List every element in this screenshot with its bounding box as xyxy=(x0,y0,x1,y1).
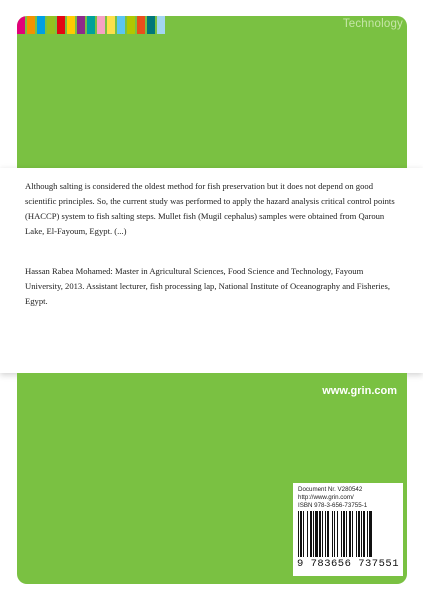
barcode-bar xyxy=(313,511,314,557)
barcode-bar xyxy=(327,511,329,557)
barcode-bar xyxy=(303,511,304,557)
isbn-info xyxy=(298,486,367,510)
barcode-bar xyxy=(349,511,351,557)
barcode-digits: 9 783656 737551 xyxy=(296,558,399,570)
barcode-image xyxy=(298,511,398,557)
barcode-bar xyxy=(337,511,338,557)
cover-top-band xyxy=(17,16,407,168)
color-stripe xyxy=(87,16,95,34)
color-stripe xyxy=(17,16,25,34)
isbn-number: ISBN 978-3-656-73755-1 xyxy=(298,502,368,509)
color-stripe xyxy=(27,16,35,34)
author-bio: Hassan Rabea Mohamed: Master in Agricultural Sciences, Food Science and Technology, Fayoum University, 2013. Assistant lecturer, fish processing lap, National Institute of Oceanography and Fisheries, Egypt. xyxy=(25,266,390,306)
document-number: Document Nr. V280542 xyxy=(298,486,363,493)
barcode-bar xyxy=(356,511,357,557)
color-stripe xyxy=(67,16,75,34)
color-stripe xyxy=(47,16,55,34)
barcode-bar xyxy=(369,511,372,557)
color-stripe xyxy=(137,16,145,34)
isbn-block xyxy=(293,483,403,576)
publisher-site: www.grin.com xyxy=(322,385,397,397)
barcode-bar xyxy=(332,511,333,557)
barcode-bar xyxy=(298,511,299,557)
barcode-bar xyxy=(363,511,365,557)
color-stripe xyxy=(117,16,125,34)
barcode-bar xyxy=(334,511,335,557)
barcode-bar xyxy=(352,511,353,557)
barcode-bar xyxy=(319,511,321,557)
color-stripe xyxy=(77,16,85,34)
barcode-bar xyxy=(322,511,323,557)
barcode-bar xyxy=(343,511,345,557)
color-stripe-row xyxy=(17,16,167,34)
color-stripe xyxy=(147,16,155,34)
color-stripe xyxy=(57,16,65,34)
barcode-bar xyxy=(361,511,362,557)
barcode-bar xyxy=(325,511,326,557)
publisher-url: http://www.grin.com/ xyxy=(298,494,354,501)
color-stripe xyxy=(97,16,105,34)
color-stripe xyxy=(37,16,45,34)
color-stripe xyxy=(127,16,135,34)
barcode-bar xyxy=(307,511,308,557)
color-stripe xyxy=(107,16,115,34)
barcode-bar xyxy=(346,511,347,557)
barcode-bar xyxy=(300,511,302,557)
barcode-bar xyxy=(315,511,318,557)
barcode-bar xyxy=(367,511,368,557)
abstract-text: Although salting is considered the oldest method for fish preservation but it does not depend on good scientific principles. So, the current study was performed to apply the hazard analysis critical control points (HACCP) system to fish salting steps. Mullet fish (Mugil cephalus) samples were obtained from Qaroun Lake, El-Fayoum, Egypt. (...) xyxy=(25,181,395,236)
barcode-bar xyxy=(341,511,342,557)
barcode-bar xyxy=(358,511,360,557)
category-label: Technology xyxy=(342,18,403,30)
barcode-bar xyxy=(310,511,312,557)
color-stripe xyxy=(157,16,165,34)
